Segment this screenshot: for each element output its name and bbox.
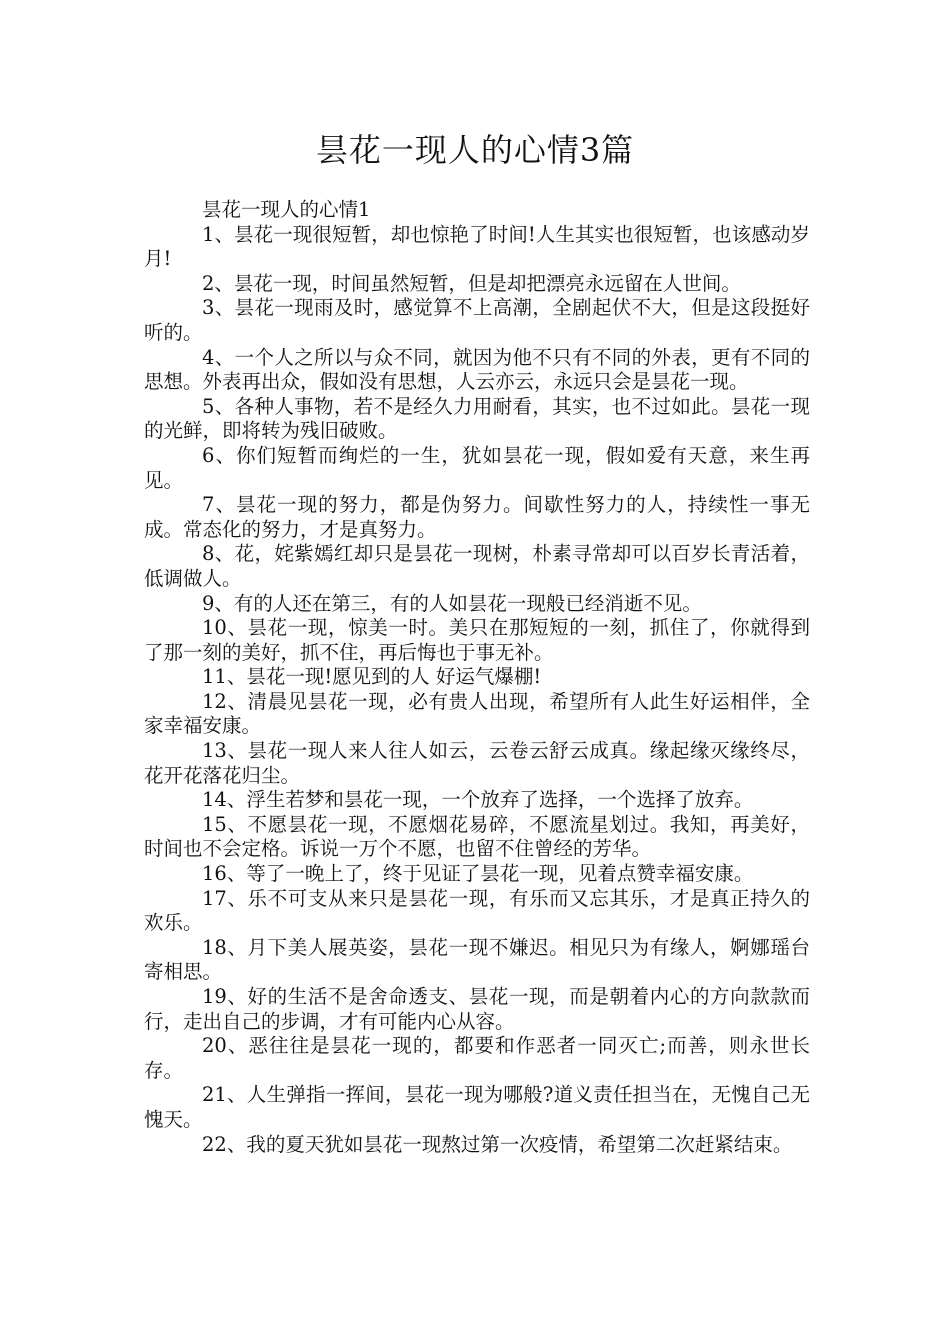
paragraph-19: 19、好的生活不是舍命透支、昙花一现，而是朝着内心的方向款款而行，走出自己的步调，才有可能内心从容。 bbox=[144, 985, 810, 1033]
paragraph-14: 14、浮生若梦和昙花一现，一个放弃了选择，一个选择了放弃。 bbox=[202, 788, 754, 812]
section-heading: 昙花一现人的心情1 bbox=[202, 198, 371, 221]
paragraph-8: 8、花，姹紫嫣红却只是昙花一现树，朴素寻常却可以百岁长青活着，低调做人。 bbox=[144, 542, 810, 590]
paragraph-3: 3、昙花一现雨及时，感觉算不上高潮，全剧起伏不大，但是这段挺好听的。 bbox=[144, 296, 810, 344]
document-body bbox=[144, 198, 810, 1157]
paragraph-18: 18、月下美人展英姿，昙花一现不嫌迟。相见只为有缘人，婀娜瑶台寄相思。 bbox=[144, 935, 810, 984]
paragraph-7: 7、昙花一现的努力，都是伪努力。间歇性努力的人，持续性一事无成。常态化的努力，才是真努力。 bbox=[144, 493, 810, 541]
paragraph-5: 5、各种人事物，若不是经久力用耐看，其实，也不过如此。昙花一现的光鲜，即将转为残旧破败。 bbox=[144, 394, 810, 443]
paragraph-15: 15、不愿昙花一现，不愿烟花易碎，不愿流星划过。我知，再美好，时间也不会定格。诉说一万个不愿，也留不住曾经的芳华。 bbox=[144, 812, 810, 861]
paragraph-22: 22、我的夏天犹如昙花一现熬过第一次疫情，希望第二次赶紧结束。 bbox=[202, 1132, 793, 1156]
paragraph-4: 4、一个人之所以与众不同，就因为他不只有不同的外表，更有不同的思想。外表再出众，假如没有思想，人云亦云，永远只会是昙花一现。 bbox=[144, 345, 810, 394]
paragraph-21: 21、人生弹指一挥间，昙花一现为哪般?道义责任担当在，无愧自己无愧天。 bbox=[144, 1083, 810, 1131]
paragraph-10: 10、昙花一现，惊美一时。美只在那短短的一刻，抓住了，你就得到了那一刻的美好，抓不住，再后悔也于事无补。 bbox=[144, 616, 810, 664]
paragraph-9: 9、有的人还在第三，有的人如昙花一现般已经消逝不见。 bbox=[202, 591, 702, 615]
paragraph-17: 17、乐不可支从来只是昙花一现，有乐而又忘其乐，才是真正持久的欢乐。 bbox=[144, 886, 810, 935]
paragraph-2: 2、昙花一现，时间虽然短暂，但是却把漂亮永远留在人世间。 bbox=[202, 271, 741, 295]
paragraph-12: 12、清晨见昙花一现，必有贵人出现，希望所有人此生好运相伴，全家幸福安康。 bbox=[144, 689, 810, 738]
paragraph-13: 13、昙花一现人来人往人如云，云卷云舒云成真。缘起缘灭缘终尽，花开花落花归尘。 bbox=[144, 739, 810, 787]
paragraph-16: 16、等了一晚上了，终于见证了昙花一现，见着点赞幸福安康。 bbox=[202, 862, 754, 886]
paragraph-11: 11、昙花一现!愿见到的人 好运气爆棚! bbox=[202, 665, 542, 689]
paragraph-6: 6、你们短暂而绚烂的一生，犹如昙花一现，假如爱有天意，来生再见。 bbox=[144, 443, 810, 492]
paragraph-1: 1、昙花一现很短暂，却也惊艳了时间!人生其实也很短暂，也该感动岁月! bbox=[144, 222, 810, 271]
paragraph-20: 20、恶往往是昙花一现的，都要和作恶者一同灭亡;而善，则永世长存。 bbox=[144, 1034, 810, 1082]
document-title: 昙花一现人的心情3篇 bbox=[315, 131, 635, 169]
